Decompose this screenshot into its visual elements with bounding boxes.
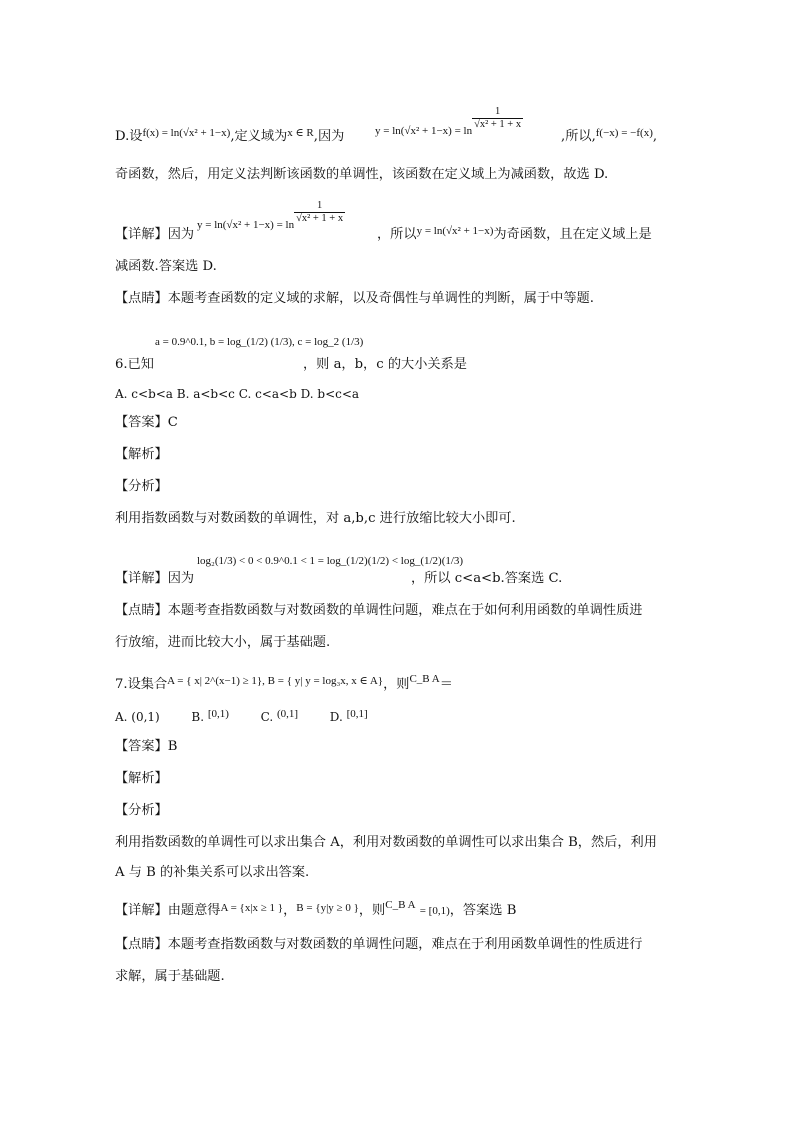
paragraph-line: A 与 B 的补集关系可以求出答案.	[115, 865, 310, 880]
question-6-stem-end: ，则 a，b，c 的大小关系是	[303, 357, 467, 372]
paragraph-line: 【点睛】本题考查指数函数与对数函数的单调性问题，难点在于利用函数单调性的性质进行	[115, 937, 643, 952]
detail-line: 【详解】因为	[115, 227, 195, 242]
text: ,所以,	[561, 129, 596, 144]
question-7-stem: 7.设集合$^{A = \{ x| 2\^{}(x-1) \ge 1\}, B = \{ y| y = log_3x, x \in A\}}$，则$^{C\_B A}$＝	[115, 673, 453, 692]
paragraph-line: 利用指数函数与对数函数的单调性，对 a,b,c 进行放缩比较大小即可.	[115, 511, 516, 526]
detail-line: 【详解】由题意得$^{A = \{x|x \ge 1 \}}$，$^{B = \{y|y \ge 0 \}}$，则$^{C\_B A}$ = [0,1)，答案选 B	[115, 899, 517, 918]
question-7-options: A. (0,1) B. [0,1) C. (0,1] D. [0,1]	[115, 708, 368, 724]
paragraph-line: 利用指数函数的单调性可以求出集合 A，利用对数函数的单调性可以求出集合 B，然后，利用	[115, 835, 657, 850]
detail-line-end: ，所以 c<a<b.答案选 C.	[411, 571, 563, 586]
math-fraction: $\frac{1}{\text{√x² + 1 + x}}$	[474, 106, 522, 130]
analysis-label: 【解析】	[115, 771, 168, 786]
text: D.设	[115, 129, 143, 144]
paragraph-line: 行放缩，进而比较大小，属于基础题.	[115, 635, 331, 650]
paragraph-line: 奇函数，然后，用定义法判断该函数的单调性，该函数在定义域上为减函数，故选 D.	[115, 167, 609, 182]
text: ,因为	[313, 129, 345, 144]
solution-d-line-end	[561, 128, 657, 146]
text: ,定义域为	[230, 129, 288, 144]
math-equation-2: $_{y = ln(√x^2 + 1-x) = ln}$ $\frac{1}{\text{√x² + 1 + x}}$	[197, 200, 344, 231]
math-odd: f(−x) = −f(x)	[595, 127, 653, 139]
math-eq-left: y = ln(√x² + 1−x) = ln	[375, 125, 473, 137]
answer-label: 【答案】B	[115, 739, 178, 754]
detail-line-end: ，所以$^{y = ln(√x^2 + 1-x)}$为奇函数，且在定义域上是	[377, 225, 652, 242]
math-equation-1	[375, 106, 523, 137]
analysis-label: 【解析】	[115, 447, 168, 462]
paragraph-line: 【点睛】本题考查函数的定义域的求解，以及奇偶性与单调性的判断，属于中等题.	[115, 291, 594, 306]
paragraph-line: 【点睛】本题考查指数函数与对数函数的单调性问题，难点在于如何利用函数的单调性质进	[115, 603, 643, 618]
question-6-stem: 6.已知	[115, 357, 154, 372]
math-domain: x ∈ R	[287, 127, 314, 139]
answer-label: 【答案】C	[115, 415, 178, 430]
analysis-sub-label: 【分析】	[115, 479, 168, 494]
question-6-math: a = 0.9^0.1, b = log_(1/2) (1/3), c = log_2 (1/3)	[155, 336, 364, 348]
question-6-options: A. c<b<a B. a<b<c C. c<a<b D. b<c<a	[115, 387, 360, 401]
math-fx: f(x) = ln(√x² + 1−x)	[142, 127, 231, 139]
paragraph-line: 求解，属于基础题.	[115, 969, 225, 984]
solution-d-line	[115, 128, 344, 146]
detail-math: log₂(1/3) < 0 < 0.9^0.1 < 1 = log_(1/2)(1/2) < log_(1/2)(1/3)	[197, 555, 464, 567]
text: ,	[652, 129, 658, 144]
math-eq: y = ln(√x² + 1−x)	[416, 225, 494, 237]
paragraph-line: 减函数.答案选 D.	[115, 259, 217, 274]
detail-line: 【详解】因为	[115, 571, 195, 586]
analysis-sub-label: 【分析】	[115, 803, 168, 818]
math-fraction: $\frac{1}{\text{√x² + 1 + x}}$	[296, 200, 344, 224]
